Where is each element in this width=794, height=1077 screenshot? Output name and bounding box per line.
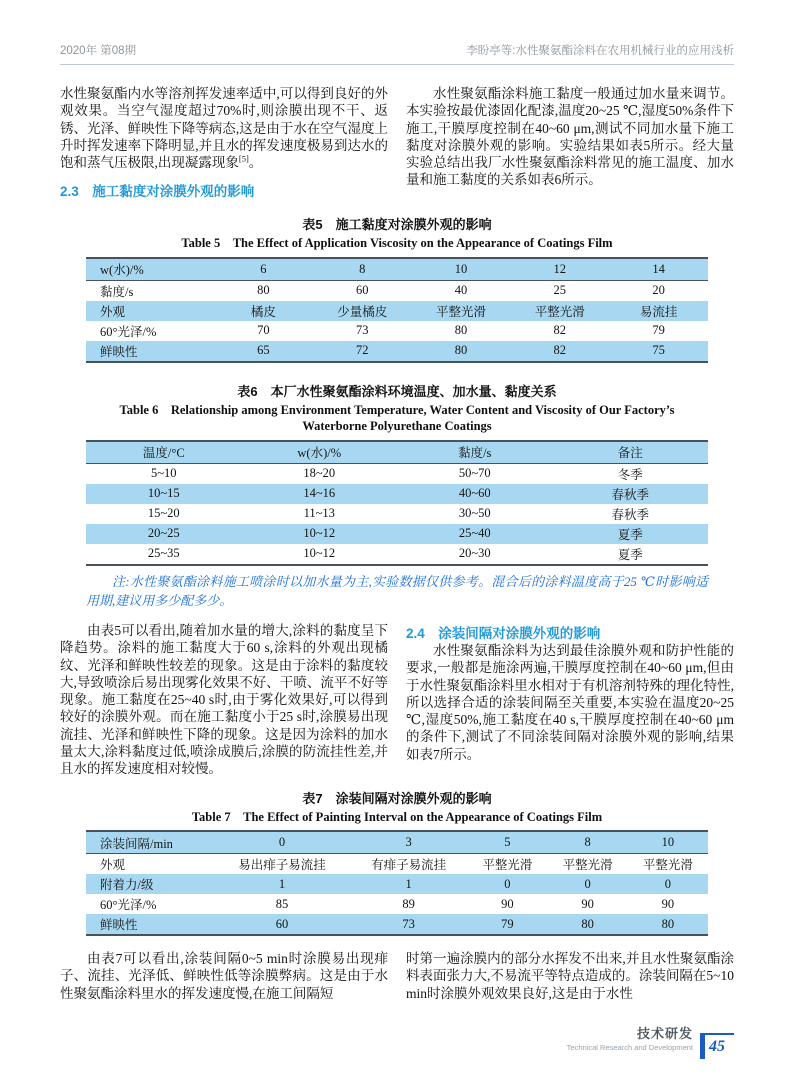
table-cell: 8	[548, 831, 628, 854]
table-cell: 15~20	[147, 506, 180, 521]
table-cell: 20~30	[458, 546, 491, 561]
table7-title-cn: 表7 涂装间隔对涂膜外观的影响	[302, 790, 492, 806]
table6	[86, 440, 708, 566]
table-cell: 80	[454, 323, 468, 338]
table-cell: 春秋季	[611, 507, 649, 522]
table-cell: 80	[257, 283, 270, 298]
table-cell: 平整光滑	[534, 304, 585, 319]
table-cell: 80	[581, 916, 594, 931]
table-cell: 11~13	[303, 506, 335, 521]
table-cell: 10	[412, 258, 511, 281]
table-cell: 5	[467, 831, 547, 854]
table-cell: 79	[652, 323, 665, 338]
table-cell: 0	[584, 876, 591, 891]
table7-head	[86, 831, 708, 854]
table-cell: 82	[553, 323, 567, 338]
right-column	[406, 622, 734, 778]
table-header-row	[86, 258, 708, 281]
table-cell: 85	[275, 896, 289, 911]
table-cell: 18~20	[303, 466, 336, 481]
table5-block	[86, 214, 708, 363]
table-cell: 82	[553, 343, 567, 358]
table-cell: 0	[214, 831, 350, 854]
table-cell: 20	[652, 283, 665, 298]
table6-block	[86, 381, 708, 566]
paragraph-table5-analysis: 由表5可以看出,随着加水量的增大,涂料的黏度呈下降趋势。涂料的施工黏度大于60 s,涂料的外观出现橘纹、光泽和鲜映性较差的现象。这是由于涂料的黏度较大,导致喷涂后易出现雾化效果不好、干喷、流平不好等现象。施工黏度在25~40 s时,由于雾化效果好,可以得到较好的涂膜外观。而在施工黏度小于25 s时,涂膜易出现流挂、光泽和鲜映性下降的现象。这是因为涂料的加水量太大,涂料黏度过低,喷涂成膜后,涂膜的防流挂性差,并且水的挥发速度相对较慢。	[60, 622, 388, 777]
table-cell: 50~70	[458, 466, 491, 481]
paragraph-moisture-effect	[60, 85, 388, 171]
page-number-badge	[700, 1033, 734, 1059]
table-cell: 40	[454, 283, 468, 298]
table-cell: 72	[355, 343, 369, 358]
table-cell: 25~40	[458, 526, 491, 541]
table6-head	[86, 441, 708, 464]
table-row	[86, 524, 708, 544]
table-cell: 70	[257, 323, 270, 338]
table-cell: 平整光滑	[562, 858, 613, 873]
table-cell: 8	[313, 258, 412, 281]
table-cell: 80	[454, 343, 468, 358]
table-cell: 73	[402, 916, 415, 931]
table-header-row	[86, 441, 708, 464]
page-header	[60, 42, 734, 65]
table6-title-en: Table 6 Relationship among Environment Temperature, Water Content and Viscosity of Our Factory’s Waterborne Polyurethane Coatings	[119, 402, 675, 434]
table-cell: 夏季	[617, 547, 643, 562]
table-cell: 89	[402, 896, 415, 911]
left-column	[60, 622, 388, 778]
table-cell: 10~12	[303, 526, 336, 541]
paragraph-text: 水性聚氨酯内水等溶剂挥发速率适中,可以得到良好的外观效果。当空气湿度超过70%时,则涂膜出现不干、返锈、光泽、鲜映性下降等病态,这是由于水在空气湿度上升时挥发速率下降明显,并且水的挥发速度极易到达水的饱和蒸气压极限,出现凝露现象	[60, 86, 388, 171]
table-cell: 5~10	[150, 466, 177, 481]
table-row	[86, 914, 708, 935]
table6-body	[86, 463, 708, 565]
table-cell: 90	[581, 896, 594, 911]
paragraph-table7-analysis-left: 由表7可以看出,涂装间隔0~5 min时涂膜易出现痱子、流挂、光泽低、鲜映性低等涂膜弊病。这是由于水性聚氨酯涂料里水的挥发速度慢,在施工间隔短	[60, 951, 388, 1001]
table-cell: 90	[501, 896, 514, 911]
table-cell: 鲜映性	[100, 918, 138, 933]
table-cell: w(水)/%	[242, 441, 398, 464]
table-row	[86, 463, 708, 484]
table-cell: 40~60	[458, 486, 491, 501]
table-cell: 备注	[553, 441, 709, 464]
table-cell: 12	[510, 258, 609, 281]
footer-section-cn: 技术研发	[636, 1026, 693, 1041]
paragraph-table7-analysis-right: 时第一遍涂膜内的部分水挥发不出来,并且水性聚氨酯涂料表面张力大,不易流平等特点造成的。涂装间隔在5~10 min时涂膜外观效果良好,这是由于水性	[406, 951, 734, 1001]
table5-title-en: Table 5 The Effect of Application Viscosity on the Appearance of Coatings Film	[181, 236, 613, 251]
table-cell: 附着力/级	[100, 878, 154, 893]
paragraph-interval-intro: 水性聚氨酯涂料为达到最佳涂膜外观和防护性能的要求,一般都是施涂两遍,干膜厚度控制在40~60 μm,但由于水性聚氨酯涂料里水相对于有机溶剂特殊的理化特性,所以选择合适的涂装间隔至关重要,本实验在温度20~25 ℃,湿度50%,施工黏度在40 s,干膜厚度控制在40~60 μm的条件下,测试了不同涂装间隔对涂膜外观的影响,结果如表7所示。	[406, 642, 734, 762]
table-cell: 60°光泽/%	[100, 324, 157, 339]
table-cell: 30~50	[458, 506, 491, 521]
table-row	[86, 504, 708, 524]
table-cell: 10~12	[303, 546, 336, 561]
table-cell: 1	[278, 876, 286, 891]
table-cell: 60	[355, 283, 369, 298]
table6-note: 注:水性聚氨酯涂料施工喷涂时以加水量为主,实验数据仅供参考。混合后的涂料温度高于25 ℃时影响适用期,建议用多少配多少。	[86, 573, 708, 608]
table-cell: 0	[664, 876, 671, 891]
table-cell: 涂装间隔/min	[86, 831, 214, 854]
paragraph-text: 。	[248, 155, 263, 171]
right-column	[406, 85, 734, 200]
section-intro	[60, 85, 734, 200]
footer-section-en: Technical Research and Development	[566, 1043, 693, 1052]
right-column	[406, 950, 734, 1002]
table-row	[86, 484, 708, 504]
table5-title-cn: 表5 施工黏度对涂膜外观的影响	[302, 217, 492, 233]
page-footer	[567, 1024, 734, 1059]
table-cell: 少量橘皮	[337, 304, 388, 319]
header-running-title: 李盼亭等:水性聚氨酯涂料在农用机械行业的应用浅析	[466, 45, 734, 57]
table-cell: 79	[501, 916, 514, 931]
table-cell: 60	[275, 916, 289, 931]
table-cell: 25	[553, 283, 567, 298]
table-cell: 橘皮	[250, 304, 276, 319]
heading-2-4: 2.4 涂装间隔对涂膜外观的影响	[406, 625, 601, 641]
table-row	[86, 894, 708, 914]
table-cell: 平整光滑	[435, 304, 486, 319]
heading-2-3: 2.3 施工黏度对涂膜外观的影响	[60, 184, 255, 200]
table-row	[86, 854, 708, 875]
table-cell: 10~15	[147, 486, 180, 501]
table-row	[86, 321, 708, 341]
table-cell: 65	[257, 343, 270, 358]
table-cell: 外观	[100, 304, 126, 319]
table-cell: 0	[504, 876, 511, 891]
table-cell: 春秋季	[611, 487, 649, 502]
table-cell: 易流挂	[639, 304, 678, 319]
table7-block	[86, 788, 708, 937]
table-cell: 平整光滑	[642, 858, 693, 873]
footer-section-name	[567, 1024, 693, 1052]
table-cell: 75	[652, 343, 665, 358]
left-column	[60, 85, 388, 200]
table-cell: 73	[355, 323, 369, 338]
table-cell: 80	[661, 916, 675, 931]
table7-body	[86, 854, 708, 936]
table-cell: 冬季	[617, 467, 643, 482]
table-cell: 14	[609, 258, 708, 281]
reference-marker: [5]	[238, 153, 249, 164]
table-cell: 夏季	[617, 527, 643, 542]
table-cell: 鲜映性	[100, 344, 138, 359]
paragraph-viscosity-intro: 水性聚氨酯涂料施工黏度一般通过加水量来调节。本实验按最优漆固化配漆,温度20~25 ℃,湿度50%条件下施工,干膜厚度控制在40~60 μm,测试不同加水量下施工黏度对涂膜外观的影响。实验结果如表5所示。经大量实验总结出我厂水性聚氨酯涂料常见的施工温度、加水量和施工黏度的关系如表6所示。	[406, 86, 734, 188]
table-row	[86, 301, 708, 321]
table-row	[86, 544, 708, 565]
table6-title-cn: 表6 本厂水性聚氨酯涂料环境温度、加水量、黏度关系	[237, 383, 557, 399]
table-cell: 温度/°C	[86, 441, 242, 464]
table-cell: w(水)/%	[86, 258, 214, 281]
table5	[86, 257, 708, 363]
table-cell: 有痱子易流挂	[371, 858, 447, 873]
table-cell: 易出痱子易流挂	[238, 858, 326, 873]
table-row	[86, 341, 708, 362]
section-closing	[60, 950, 734, 1002]
table7-title-en: Table 7 The Effect of Painting Interval on the Appearance of Coatings Film	[191, 809, 603, 824]
table-cell: 外观	[100, 858, 126, 873]
header-issue: 2020年 第08期	[60, 45, 137, 57]
table-cell: 黏度/s	[397, 441, 553, 464]
table-cell: 10	[628, 831, 708, 854]
table-header-row	[86, 831, 708, 854]
table-cell: 25~35	[147, 546, 180, 561]
table7	[86, 830, 708, 936]
section-analysis	[60, 622, 734, 778]
table-cell: 1	[405, 876, 412, 891]
left-column	[60, 950, 388, 1002]
table-cell: 90	[661, 896, 675, 911]
table5-head	[86, 258, 708, 281]
table-row	[86, 874, 708, 894]
table-cell: 黏度/s	[100, 284, 134, 299]
table-cell: 60°光泽/%	[100, 898, 157, 913]
page-number: 45	[709, 1038, 725, 1055]
table5-body	[86, 280, 708, 362]
table-cell: 6	[214, 258, 313, 281]
table-row	[86, 280, 708, 301]
table-cell: 平整光滑	[482, 858, 533, 873]
table-cell: 3	[350, 831, 467, 854]
table-cell: 20~25	[147, 526, 180, 541]
table-cell: 14~16	[303, 486, 336, 501]
